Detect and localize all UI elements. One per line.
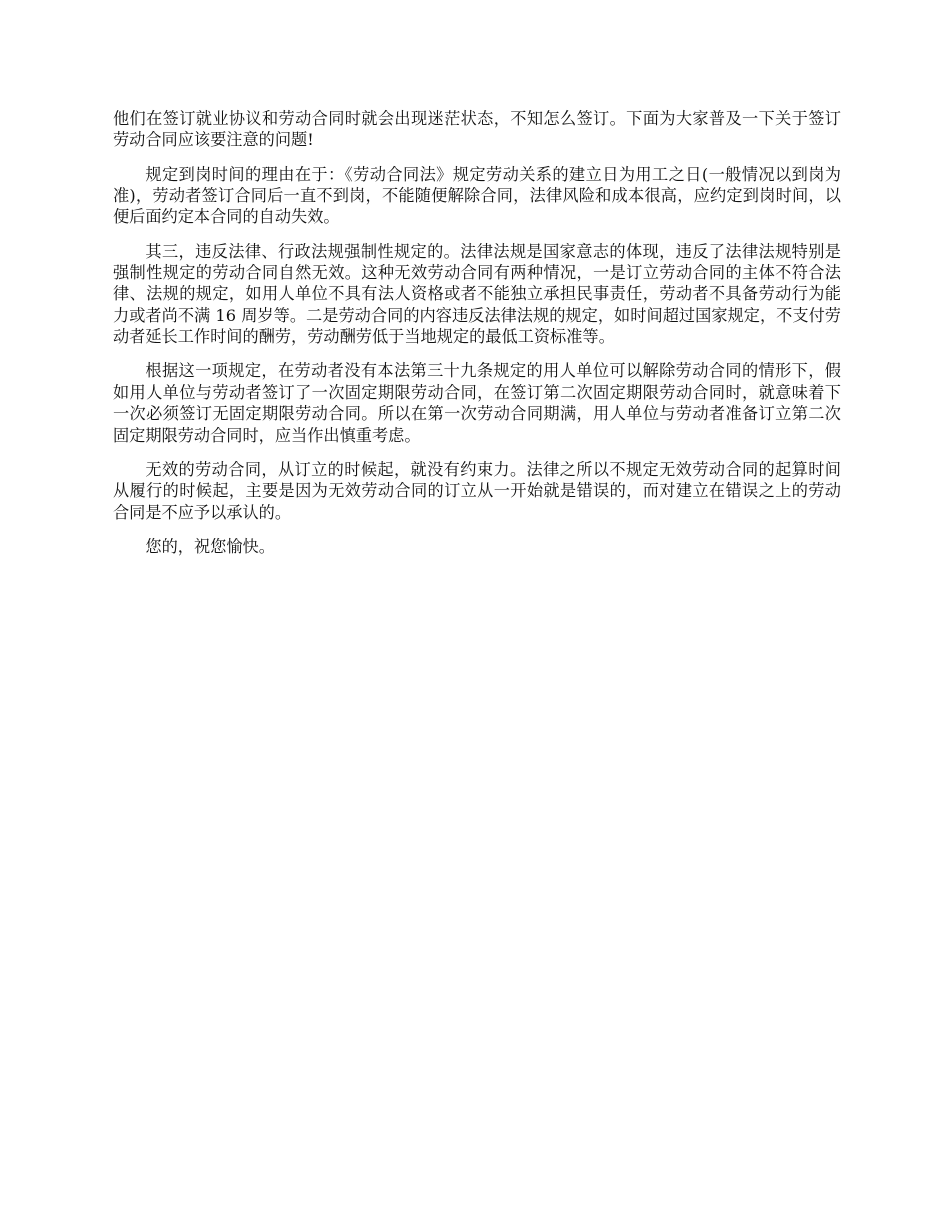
paragraph-intro: 他们在签订就业协议和劳动合同时就会出现迷茫状态，不知怎么签订。下面为大家普及一下关于签订劳动合同应该要注意的问题! <box>113 109 841 150</box>
document-page <box>113 108 841 570</box>
paragraph-closing: 您的，祝您愉快。 <box>145 536 275 556</box>
paragraph-report-time: 规定到岗时间的理由在于：《劳动合同法》规定劳动关系的建立日为用工之日(一般情况以到岗为准)，劳动者签订合同后一直不到岗，不能随便解除合同，法律风险和成本很高，应约定到岗时间，以便后面约定本合同的自动失效。 <box>113 164 841 227</box>
paragraph-invalid-contract: 无效的劳动合同，从订立的时候起，就没有约束力。法律之所以不规定无效劳动合同的起算时间从履行的时候起，主要是因为无效劳动合同的订立从一开始就是错误的，而对建立在错误之上的劳动合同是不应予以承认的。 <box>113 459 841 522</box>
paragraph-illegal-contract: 其三，违反法律、行政法规强制性规定的。法律法规是国家意志的体现，违反了法律法规特别是强制性规定的劳动合同自然无效。这种无效劳动合同有两种情况，一是订立劳动合同的主体不符合法律、法规的规定，如用人单位不具有法人资格或者不能独立承担民事责任，劳动者不具备劳动行为能力或者尚不满 16 周岁等。二是劳动合同的内容违反法律法规的规定，如时间超过国家规定，不支付劳动者延长工作时间的酬劳，劳动酬劳低于当地规定的最低工资标准等。 <box>113 241 841 347</box>
paragraph-fixed-term: 根据这一项规定，在劳动者没有本法第三十九条规定的用人单位可以解除劳动合同的情形下，假如用人单位与劳动者签订了一次固定期限劳动合同，在签订第二次固定期限劳动合同时，就意味着下一次必须签订无固定期限劳动合同。所以在第一次劳动合同期满，用人单位与劳动者准备订立第二次固定期限劳动合同时，应当作出慎重考虑。 <box>113 361 841 445</box>
